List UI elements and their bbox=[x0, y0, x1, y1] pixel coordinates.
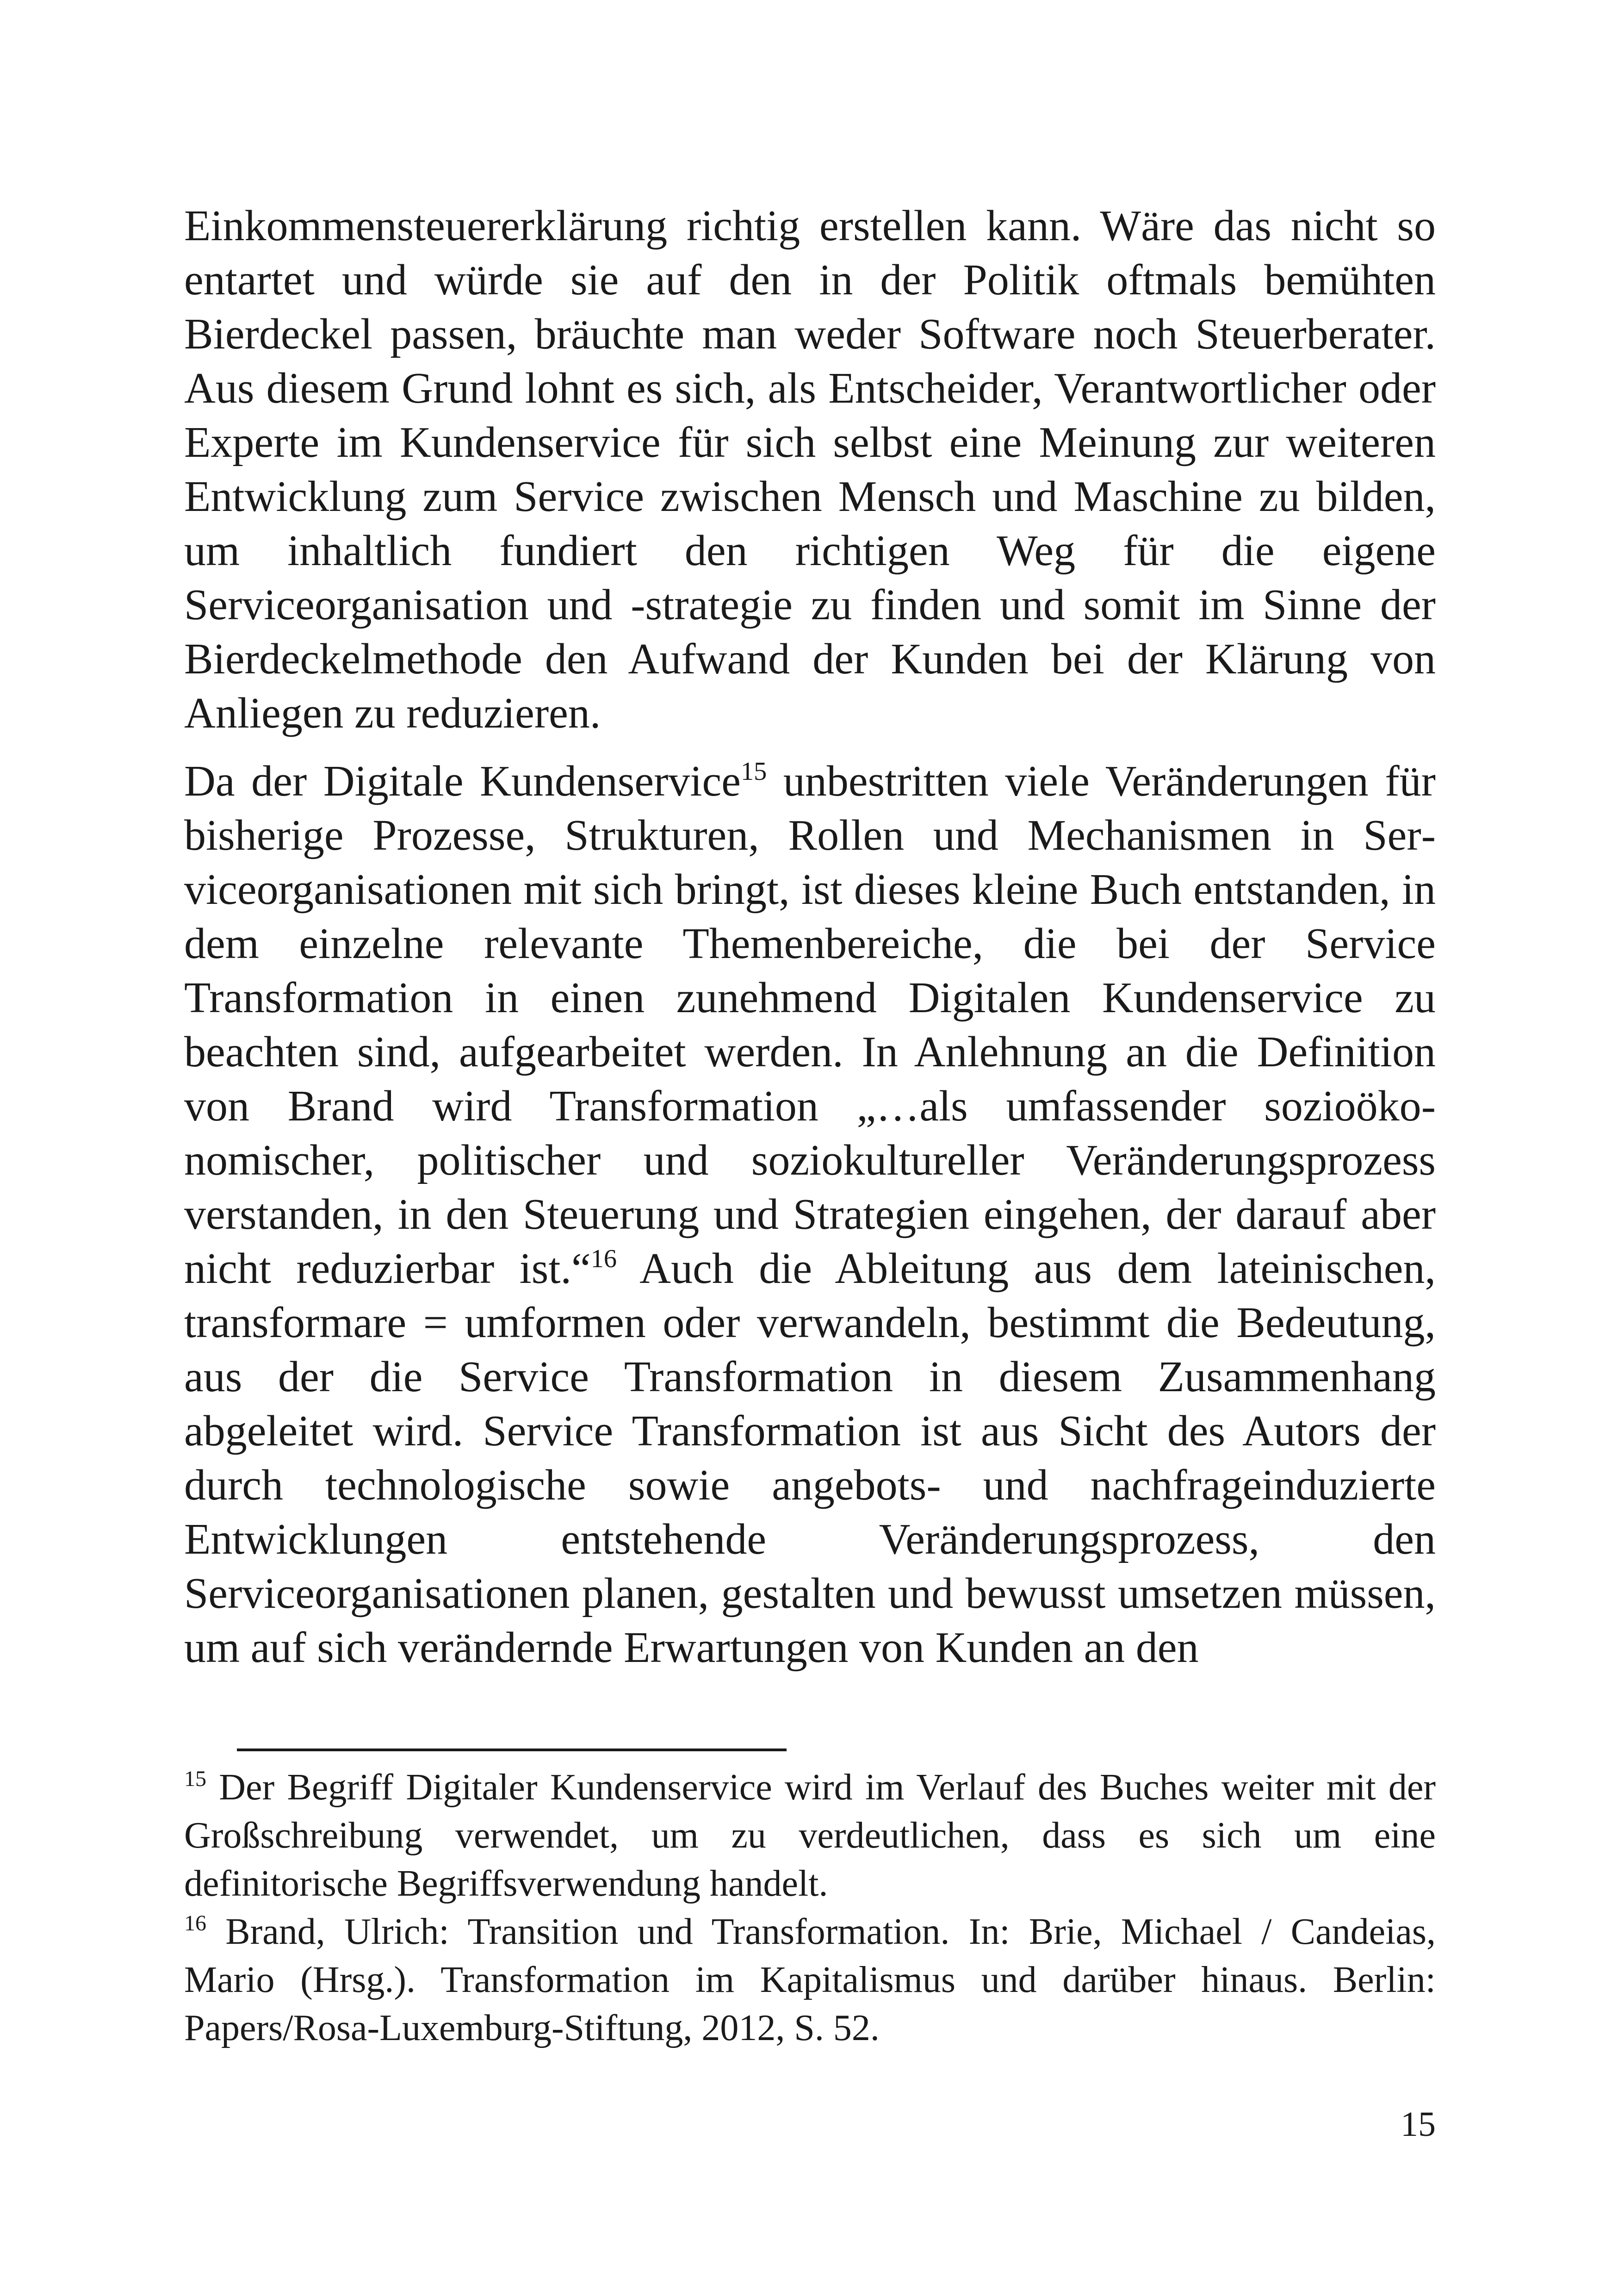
footnote-number: 15 bbox=[184, 1767, 206, 1792]
footnote-text: Der Begriff Digitaler Kundenservice wird im Verlauf des Buches weiter mit der Großschreibung verwendet, um zu verdeutlichen, dass es sich um eine definitorische Begriffsverwendung handelt. bbox=[184, 1767, 1436, 1904]
footnotes bbox=[184, 1763, 1436, 2052]
footnote-separator bbox=[237, 1748, 787, 1751]
main-text bbox=[184, 199, 1436, 1689]
footnote-number: 16 bbox=[184, 1911, 206, 1936]
footnote-ref-15: 15 bbox=[740, 757, 767, 786]
paragraph-1: Einkommensteuererklärung richtig erstellen kann. Wäre das nicht so entartet und würde sie auf den in der Politik oftmals bemühten Bierdeckel passen, bräuchte man weder Software noch Steuerberater. Aus diesem Grund lohnt es sich, als Entscheider, Verantwortlicher oder Experte im Kundenservice für sich selbst eine Meinung zur weiteren Entwicklung zum Service zwischen Mensch und Maschine zu bilden, um inhaltlich fundiert den richtigen Weg für die eigene Serviceorganisation und -strategie zu finden und somit im Sinne der Bierdeckelmethode den Aufwand der Kunden bei der Klärung von Anliegen zu reduzieren. bbox=[184, 202, 1436, 737]
paragraph-2 bbox=[184, 754, 1436, 1675]
footnote-ref-16: 16 bbox=[590, 1244, 617, 1274]
footnote-text: Brand, Ulrich: Transition und Transformation. In: Brie, Michael / Candeias, Mario (Hrsg.). Transformation im Kapitalismus und darüber hinaus. Berlin: Papers/Rosa-Luxemburg-Stiftung, 2012, S. 52. bbox=[184, 1911, 1436, 2048]
paragraph-2-text-c: Auch die Ableitung aus dem lateinischen, transformare = umformen oder verwandeln, bestimmt die Bedeutung, aus der die Service Transformation in diesem Zusammenhang abgeleitet wird. Service Transformation ist aus Sicht des Autors der durch technologische sowie angebots- und nachfrageinduzierte Entwicklungen entstehende Veränderungsprozess, den Serviceorganisationen planen, gestalten und bewusst umsetzen müssen, um auf sich verändernde Erwartungen von Kunden an den bbox=[184, 1244, 1436, 1672]
page-number: 15 bbox=[1401, 2105, 1436, 2144]
paragraph-2-text-b: unbestritten viele Veränderungen für bisherige Prozesse, Strukturen, Rollen und Mechanismen in Serviceorganisationen mit sich bringt, ist dieses kleine Buch entstanden, in dem einzelne relevante Themenbereiche, die bei der Service Transformation in einen zunehmend Digitalen Kundenservice zu beachten sind, aufgearbeitet werden. In Anlehnung an die Definition von Brand wird Transformation „…als umfassender sozioökonomischer, politischer und soziokultureller Veränderungsprozess verstanden, in den Steuerung und Strategien eingehen, der darauf aber nicht reduzierbar ist.“ bbox=[184, 757, 1436, 1293]
footnote-15 bbox=[184, 1763, 1436, 1908]
footnote-16 bbox=[184, 1908, 1436, 2052]
paragraph-2-text-a: Da der Digitale Kundenservice bbox=[184, 757, 741, 805]
